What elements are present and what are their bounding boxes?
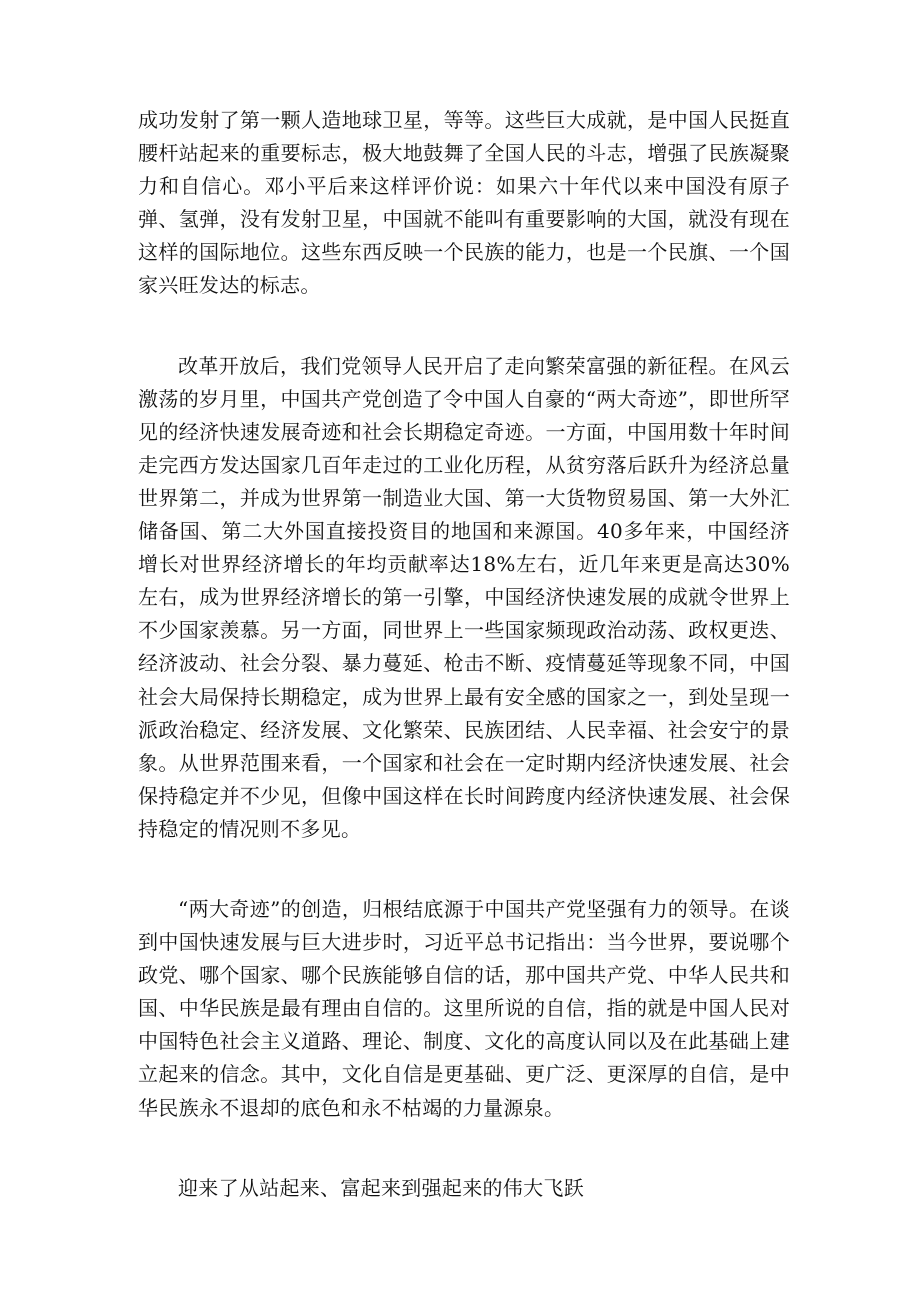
paragraph-3: “两大奇迹”的创造，归根结底源于中国共产党坚强有力的领导。在谈到中国快速发展与巨大进步时，习近平总书记指出：当今世界，要说哪个政党、哪个国家、哪个民族能够自信的话，那中国共产党、中华人民共和国、中华民族是最有理由自信的。这里所说的自信，指的就是中国人民对中国特色社会主义道路、理论、制度、文化的高度认同以及在此基础上建立起来的信念。其中，文化自信是更基础、更广泛、更深厚的自信，是中华民族永不退却的底色和永不枯竭的力量源泉。 xyxy=(138,896,790,1120)
paragraph-gap xyxy=(138,846,790,893)
paragraph-gap xyxy=(138,1125,790,1172)
paragraph-1: 成功发射了第一颗人造地球卫星，等等。这些巨大成就，是中国人民挺直腰杆站起来的重要标志，极大地鼓舞了全国人民的斗志，增强了民族凝聚力和自信心。邓小平后来这样评价说：如果六十年代以来中国没有原子弹、氢弹，没有发射卫星，中国就不能叫有重要影响的大国，就没有现在这样的国际地位。这些东西反映一个民族的能力，也是一个民旗、一个国家兴旺发达的标志。 xyxy=(138,108,790,298)
document-page xyxy=(138,104,790,1205)
paragraph-gap xyxy=(138,303,790,350)
section-heading: 迎来了从站起来、富起来到强起来的伟大飞跃 xyxy=(178,1175,584,1200)
paragraph-2: 改革开放后，我们党领导人民开启了走向繁荣富强的新征程。在风云激荡的岁月里，中国共产党创造了令中国人自豪的“两大奇迹”，即世所罕见的经济快速发展奇迹和社会长期稳定奇迹。一方面，中国用数十年时间走完西方发达国家几百年走过的工业化历程，从贫穷落后跃升为经济总量世界第二，并成为世界第一制造业大国、第一大货物贸易国、第一大外汇储备国、第二大外国直接投资目的地国和来源国。40多年来，中国经济增长对世界经济增长的年均贡献率达18%左右，近几年来更是高达30%左右，成为世界经济增长的第一引擎，中国经济快速发展的成就令世界上不少国家羡慕。另一方面，同世界上一些国家频现政治动荡、政权更迭、经济波动、社会分裂、暴力蔓延、枪击不断、疫情蔓延等现象不同，中国社会大局保持长期稳定，成为世界上最有安全感的国家之一，到处呈现一派政治稳定、经济发展、文化繁荣、民族团结、人民幸福、社会安宁的景象。从世界范围来看，一个国家和社会在一定时期内经济快速发展、社会保持稳定并不少见，但像中国这样在长时间跨度内经济快速发展、社会保持稳定的情况则不多见。 xyxy=(138,353,790,841)
